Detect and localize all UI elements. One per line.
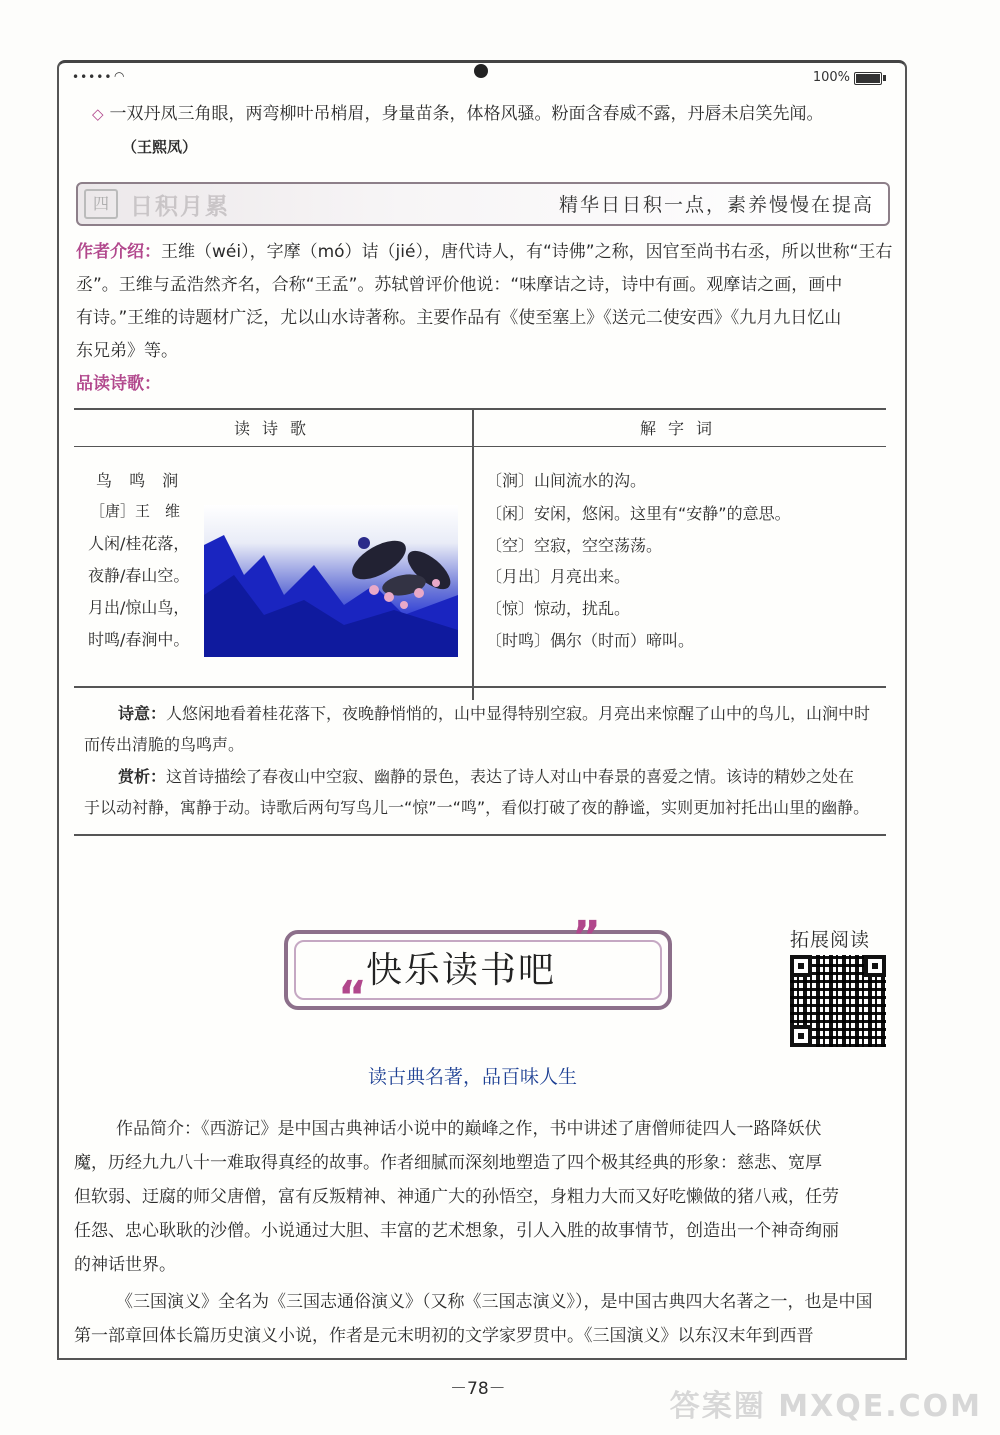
meaning-line-2: 而传出清脆的鸟鸣声。 (84, 735, 245, 754)
section-subtitle: 精华日日积一点，素养慢慢在提高 (558, 194, 874, 216)
author-label: 作者介绍： (76, 242, 161, 262)
open-quote-icon: “ (338, 972, 367, 1023)
poem-line-1: 人闲/桂花落， (88, 534, 190, 553)
poem-author: ［唐］王 维 (90, 502, 181, 520)
poem-line-3: 月出/惊山鸟， (88, 598, 190, 617)
appreciation-label: 赏析： (118, 767, 167, 786)
poem-illustration (204, 505, 458, 657)
poem-title: 鸟 鸣 涧 (96, 471, 185, 490)
author-text-1: 王维（wéi），字摩（mó）诘（jié），唐代诗人，有“诗佛”之称，因官至尚书右丞，所以世称“王右 (161, 242, 893, 262)
author-line-4: 东兄弟》等。 (76, 341, 178, 361)
table-divider (472, 410, 474, 700)
extended-reading-label: 拓展阅读 (790, 929, 871, 951)
qr-code[interactable] (790, 955, 886, 1047)
qr-finder-tr (864, 955, 886, 977)
section-banner (76, 182, 890, 226)
gloss-6: 〔时鸣〕偶尔（时而）啼叫。 (486, 631, 695, 650)
section-number-icon: 四 (84, 189, 118, 219)
gloss-3: 〔空〕空寂，空空荡荡。 (486, 536, 663, 555)
qr-finder-bl (790, 1025, 812, 1047)
reading-bar-title: 快乐读书吧 (366, 950, 557, 991)
gloss-5: 〔惊〕惊动，扰乱。 (486, 599, 631, 618)
page-number: －78－ (450, 1379, 506, 1399)
author-line-3: 有诗。”王维的诗题材广泛，尤以山水诗著称。主要作品有《使至塞上》《送元二使安西》《九月九日忆山 (76, 308, 842, 328)
p1-line-3: 但软弱、迂腐的师父唐僧，富有反叛精神、神通广大的孙悟空，身粗力大而又好吃懒做的猪八戒，任劳 (74, 1187, 839, 1207)
reading-slogan: 读古典名著，品百味人生 (368, 1066, 578, 1088)
col-read-poem: 读诗歌 (234, 419, 319, 438)
gloss-1: 〔涧〕山间流水的沟。 (486, 471, 647, 490)
poem-section-label: 品读诗歌： (76, 374, 161, 394)
poem-table (74, 408, 886, 700)
diamond-icon: ◇ (92, 105, 104, 123)
intro-quote (92, 98, 824, 131)
author-line-2: 丞”。王维与孟浩然齐名，合称“王孟”。苏轼曾评价他说：“味摩诘之诗，诗中有画。观摩诘之画，画中 (76, 275, 843, 295)
section-title: 日积月累 (130, 194, 230, 220)
p2-line-2: 第一部章回体长篇历史演义小说，作者是元末明初的文学家罗贯中。《三国演义》以东汉末年到西晋 (74, 1326, 814, 1346)
table-bottom-rule (74, 686, 886, 688)
status-bar (62, 68, 902, 88)
p1-line-4: 任怨、忠心耿耿的沙僧。小说通过大胆、丰富的艺术想象，引人入胜的故事情节，创造出一个神奇绚丽 (74, 1221, 839, 1241)
section-end-rule (74, 834, 886, 836)
gloss-2: 〔闲〕安闲，悠闲。这里有“安静”的意思。 (486, 504, 791, 523)
p1-line-1: 作品简介：《西游记》是中国古典神话小说中的巅峰之作，书中讲述了唐僧师徒四人一路降妖伏 (116, 1119, 822, 1139)
poem-line-4: 时鸣/春涧中。 (88, 630, 190, 649)
p1-line-2: 魔，历经九九八十一难取得真经的故事。作者细腻而深刻地塑造了四个极其经典的形象：慈悲、宽厚 (74, 1153, 822, 1173)
table-header (74, 410, 886, 447)
appreciation-line-2: 于以动衬静，寓静于动。诗歌后两句写鸟儿一“惊”一“鸣”，看似打破了夜的静谧，实则更加衬托出山里的幽静。 (84, 798, 870, 817)
author-line-1 (76, 236, 892, 269)
appreciation-text-1: 这首诗描绘了春夜山中空寂、幽静的景色，表达了诗人对山中春景的喜爱之情。该诗的精妙之处在 (166, 767, 855, 786)
appreciation-line-1 (118, 760, 854, 793)
qr-finder-tl (790, 955, 812, 977)
signal-icon: ••••• (72, 70, 113, 84)
wifi-icon: ◠ (114, 69, 125, 83)
meaning-text-1: 人悠闲地看着桂花落下，夜晚静悄悄的，山中显得特别空寂。月亮出来惊醒了山中的鸟儿，山涧中时 (166, 704, 871, 723)
battery-percent: 100% (812, 70, 850, 85)
p1-line-5: 的神话世界。 (74, 1255, 176, 1275)
intro-quote-text: 一双丹凤三角眼，两弯柳叶吊梢眉，身量苗条，体格风骚。粉面含春威不露，丹唇未启笑先闻。 (109, 104, 824, 124)
meaning-line-1 (118, 697, 870, 730)
gloss-4: 〔月出〕月亮出来。 (486, 567, 631, 586)
battery-icon (854, 72, 882, 85)
poem-line-2: 夜静/春山空。 (88, 566, 190, 585)
watermark: 答案圈 MXQE.COM (669, 1389, 982, 1424)
meaning-label: 诗意： (118, 704, 167, 723)
col-explain-words: 解字词 (640, 419, 725, 438)
p2-line-1: 《三国演义》全名为《三国志通俗演义》（又称《三国志演义》），是中国古典四大名著之一，也是中国 (116, 1292, 873, 1312)
intro-quote-source: （王熙凤） (122, 138, 198, 156)
close-quote-icon: ” (572, 912, 601, 963)
battery-tip (883, 75, 886, 81)
